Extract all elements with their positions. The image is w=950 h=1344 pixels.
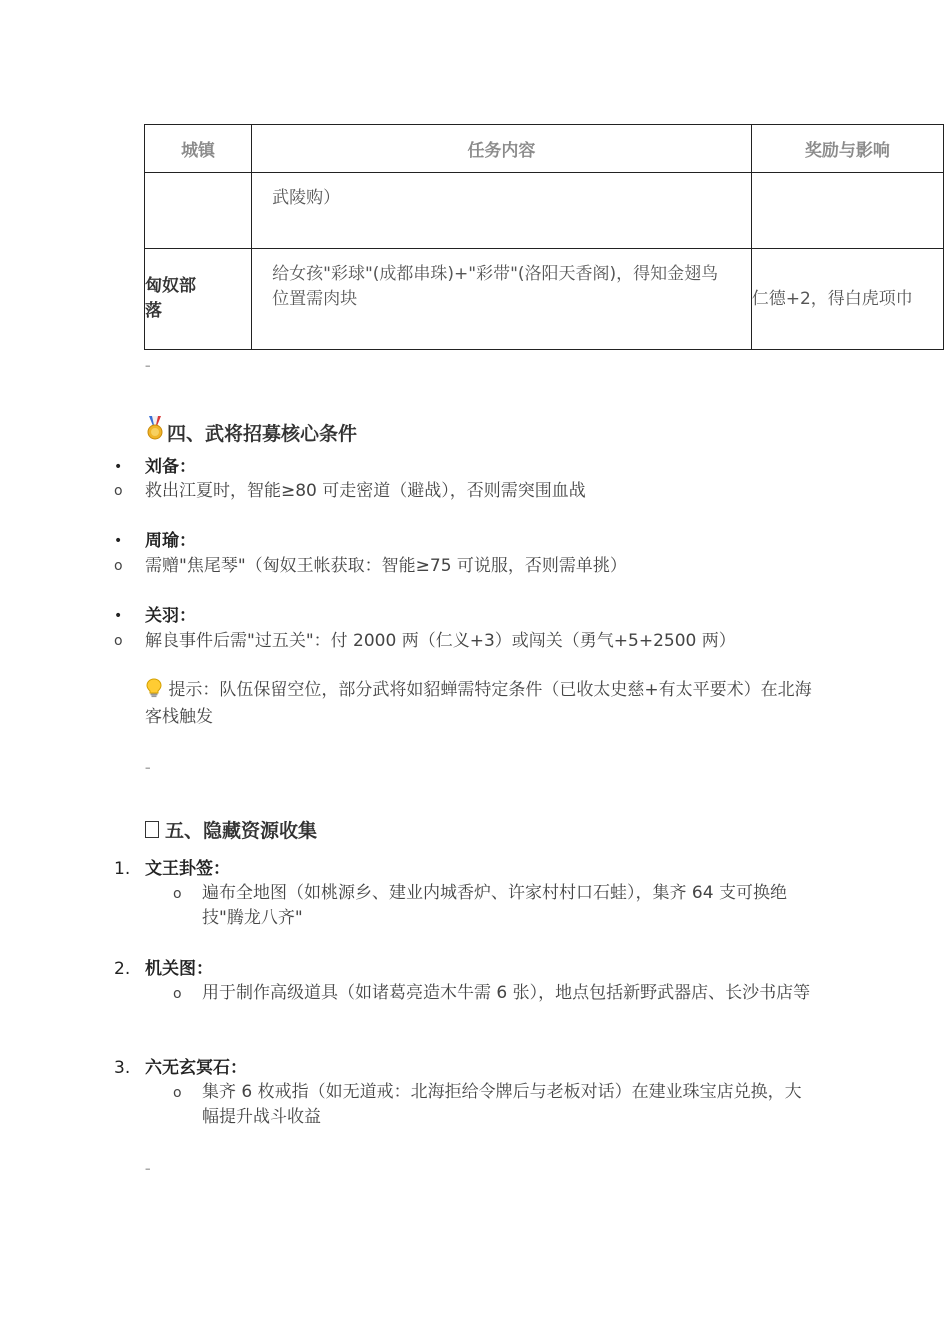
cell-town <box>145 249 252 350</box>
recruit-detail-zhouyu: 需赠"焦尾琴"（匈奴王帐获取：智能≥75 可说服，否则需单挑） <box>145 556 627 576</box>
header-task: 任务内容 <box>252 125 752 173</box>
section4-title: 四、武将招募核心条件 <box>167 423 358 445</box>
cell-task <box>252 173 752 249</box>
cell-task-text: 武陵购） <box>272 188 341 208</box>
header-town: 城镇 <box>145 125 252 173</box>
section5-title: 五、隐藏资源收集 <box>165 820 318 842</box>
list-number: 2. <box>114 959 131 979</box>
recruit-detail-guanyu: 解良事件后需"过五关"：付 2000 两（仁义+3）或闯关（勇气+5+2500 两） <box>145 631 736 651</box>
sub-marker: o <box>173 1085 182 1101</box>
table-row <box>145 173 944 249</box>
cell-town-text: 匈奴部落 <box>145 276 196 321</box>
table-row <box>145 249 944 350</box>
recruit-detail-liubei: 救出江夏时，智能≥80 可走密道（避战），否则需突围血战 <box>145 481 586 501</box>
bullet-marker: • <box>114 608 123 624</box>
sub-marker: o <box>173 986 182 1002</box>
separator: – <box>145 761 151 774</box>
sub-marker: o <box>114 483 123 499</box>
separator: – <box>145 359 151 372</box>
resource-label-jiguantu: 机关图： <box>145 959 213 979</box>
resource-detail-liuwu: 集齐 6 枚戒指（如无道戒：北海拒给令牌后与老板对话）在建业珠宝店兑换，大幅提升战斗收益 <box>202 1082 802 1127</box>
cell-task-text: 给女孩"彩球"(成都串珠)+"彩带"(洛阳天香阁)，得知金翅鸟位置需肉块 <box>272 264 719 309</box>
sub-marker: o <box>114 633 123 649</box>
section5-heading <box>145 818 317 844</box>
bullet-marker: • <box>114 533 123 549</box>
resource-label-wenwang: 文王卦签： <box>145 859 230 879</box>
section4-heading <box>145 416 357 447</box>
list-number: 1. <box>114 859 131 879</box>
table-header-row <box>145 125 944 173</box>
box-icon <box>145 821 159 838</box>
header-reward: 奖励与影响 <box>751 125 943 173</box>
cell-reward <box>751 173 943 249</box>
tip-text: 提示：队伍保留空位，部分武将如貂蝉需特定条件（已收太史慈+有太平要术）在北海客栈触发 <box>145 680 812 727</box>
list-number: 3. <box>114 1058 131 1078</box>
bullet-marker: • <box>114 459 123 475</box>
resource-label-liuwu: 六无玄冥石： <box>145 1058 247 1078</box>
cell-town <box>145 173 252 249</box>
sub-marker: o <box>114 558 123 574</box>
resource-detail-wenwang: 遍布全地图（如桃源乡、建业内城香炉、许家村村口石蛙），集齐 64 支可换绝技"腾龙八齐" <box>202 883 787 928</box>
recruit-label-guanyu: 关羽： <box>145 606 196 626</box>
separator: – <box>145 1162 151 1175</box>
tip-paragraph <box>145 677 815 731</box>
cell-reward: 仁德+2，得白虎项巾 <box>751 249 943 350</box>
cell-task <box>252 249 752 350</box>
recruit-label-zhouyu: 周瑜： <box>145 531 196 551</box>
task-table <box>144 124 944 350</box>
lightbulb-icon <box>145 680 168 700</box>
medal-icon <box>145 416 167 447</box>
sub-marker: o <box>173 886 182 902</box>
recruit-label-liubei: 刘备： <box>145 457 196 477</box>
resource-detail-jiguantu: 用于制作高级道具（如诸葛亮造木牛需 6 张），地点包括新野武器店、长沙书店等 <box>202 983 811 1003</box>
